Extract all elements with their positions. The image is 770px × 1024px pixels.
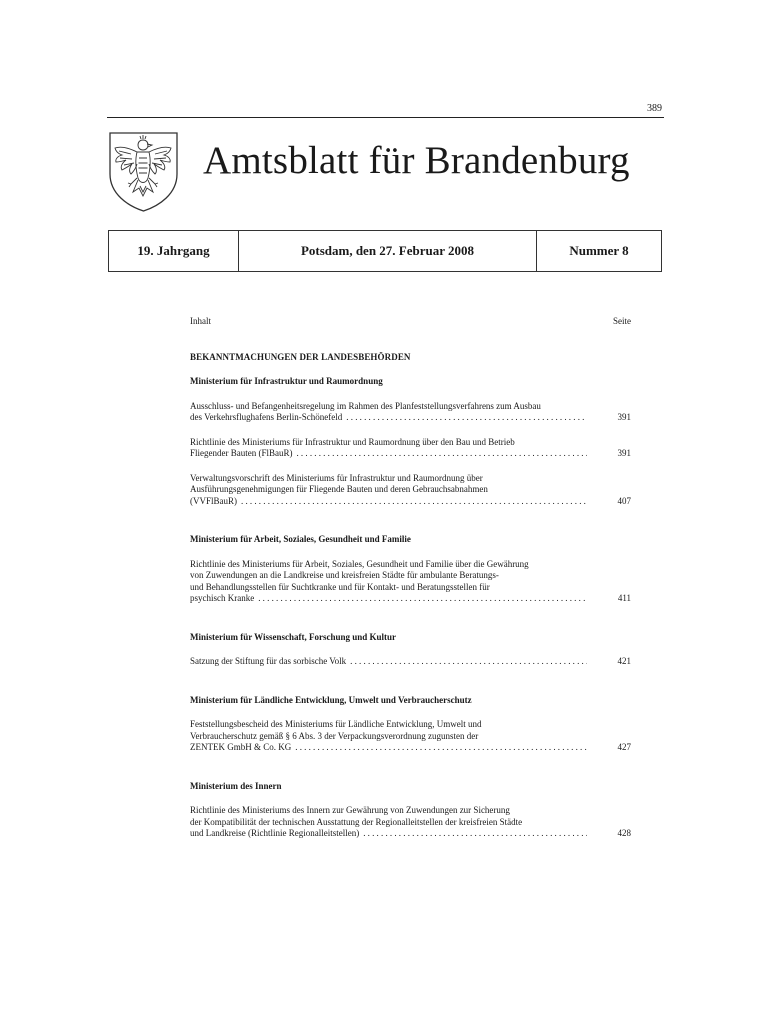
entry-text-line: Feststellungsbescheid des Ministeriums für Ländliche Entwicklung, Umwelt und [190, 719, 482, 729]
dot-leader [346, 412, 587, 424]
page-number: 389 [647, 103, 662, 114]
dot-leader [363, 828, 587, 840]
ministry-heading: Ministerium für Arbeit, Soziales, Gesundheit und Familie [190, 534, 411, 544]
entry-last-line [190, 448, 631, 460]
entry-text-line: Verwaltungsvorschrift des Ministeriums für Infrastruktur und Raumordnung über [190, 472, 483, 483]
section-title: BEKANNTMACHUNGEN DER LANDESBEHÖRDEN [190, 351, 411, 362]
entry-text-line: Richtlinie des Ministeriums für Infrastruktur und Raumordnung über den Bau und Betrieb [190, 436, 515, 447]
ministry-heading: Ministerium für Ländliche Entwicklung, Umwelt und Verbraucherschutz [190, 694, 472, 705]
entry-text-line: Ausführungsgenehmigungen für Fliegende Bauten und deren Gebrauchsabnahmen [190, 484, 488, 494]
entry-text-line: psychisch Kranke [190, 593, 255, 603]
ministry-block [190, 618, 631, 668]
place-date-label: Potsdam, den 27. Februar 2008 [239, 231, 537, 271]
entry-last-line [190, 656, 631, 668]
entry-last-line [190, 828, 631, 840]
contents-label: Inhalt [190, 316, 211, 326]
entry-text-line: und Landkreise (Richtlinie Regionalleitstellen) [190, 828, 360, 838]
toc-entry[interactable] [190, 559, 631, 605]
page-column-label: Seite [613, 316, 631, 326]
entry-text-line: Satzung der Stiftung für das sorbische Volk [190, 656, 347, 666]
ministry-block [190, 520, 631, 605]
toc-entry[interactable] [190, 437, 631, 460]
dot-leader [258, 593, 587, 605]
issue-number-label: Nummer 8 [569, 243, 629, 258]
entry-page-number: 391 [617, 448, 631, 458]
ministry-block [190, 681, 631, 754]
table-of-contents [190, 316, 631, 853]
entry-page-number: 391 [617, 412, 631, 422]
entry-text-line: Richtlinie des Ministeriums des Innern zur Gewährung von Zuwendungen zur Sicherung [190, 805, 510, 815]
toc-entry[interactable] [190, 473, 631, 508]
dot-leader [296, 448, 587, 460]
toc-entry[interactable] [190, 719, 631, 754]
entry-text-line: der Kompatibilität der technischen Ausstattung der Regionalleitstellen der kreisfreien Städte [190, 816, 523, 827]
ministry-heading: Ministerium des Innern [190, 780, 282, 791]
ministry-block [190, 767, 631, 840]
entry-page-number: 407 [617, 495, 631, 506]
toc-header [190, 316, 631, 328]
entry-last-line [190, 496, 631, 508]
entry-page-number: 427 [617, 742, 631, 752]
dot-leader [350, 656, 587, 668]
ministry-heading: Ministerium für Infrastruktur und Raumordnung [190, 376, 383, 386]
top-rule [107, 117, 664, 118]
brandenburg-eagle-crest-icon [107, 130, 180, 213]
entry-page-number: 411 [617, 593, 631, 603]
ministry-block [190, 376, 631, 507]
entry-text-line: (VVFlBauR) [190, 495, 237, 506]
entry-last-line [190, 593, 631, 605]
entry-text-line: Fliegender Bauten (FlBauR) [190, 448, 293, 458]
ministry-heading: Ministerium für Wissenschaft, Forschung und Kultur [190, 631, 397, 642]
entry-text-line: Ausschluss- und Befangenheitsregelung im Rahmen des Planfeststellungsverfahrens zum Ausbau [190, 400, 541, 411]
entry-text-line: von Zuwendungen an die Landkreise und kreisfreien Städte für ambulante Beratungs- [190, 570, 499, 580]
dot-leader [241, 496, 587, 508]
entry-last-line [190, 742, 631, 754]
toc-entry[interactable] [190, 656, 631, 668]
toc-entry[interactable] [190, 401, 631, 424]
entry-text-line: ZENTEK GmbH & Co. KG [190, 742, 292, 752]
entry-text-line: Verbraucherschutz gemäß § 6 Abs. 3 der Verpackungsverordnung zugunsten der [190, 730, 479, 741]
entry-page-number: 428 [617, 828, 631, 838]
entry-page-number: 421 [617, 656, 631, 666]
ministry-list [190, 376, 631, 840]
page-title: Amtsblatt für Brandenburg [203, 139, 630, 182]
toc-entry[interactable] [190, 805, 631, 840]
entry-last-line [190, 412, 631, 424]
issue-header-box [108, 230, 662, 272]
entry-text-line: Richtlinie des Ministeriums für Arbeit, Soziales, Gesundheit und Familie über die Gewährung [190, 558, 529, 569]
entry-text-line: des Verkehrsflughafens Berlin-Schönefeld [190, 412, 343, 422]
entry-text-line: und Behandlungsstellen für Suchtkranke und für Kontakt- und Beratungsstellen für [190, 581, 490, 592]
volume-label: 19. Jahrgang [109, 231, 239, 271]
dot-leader [295, 742, 587, 754]
